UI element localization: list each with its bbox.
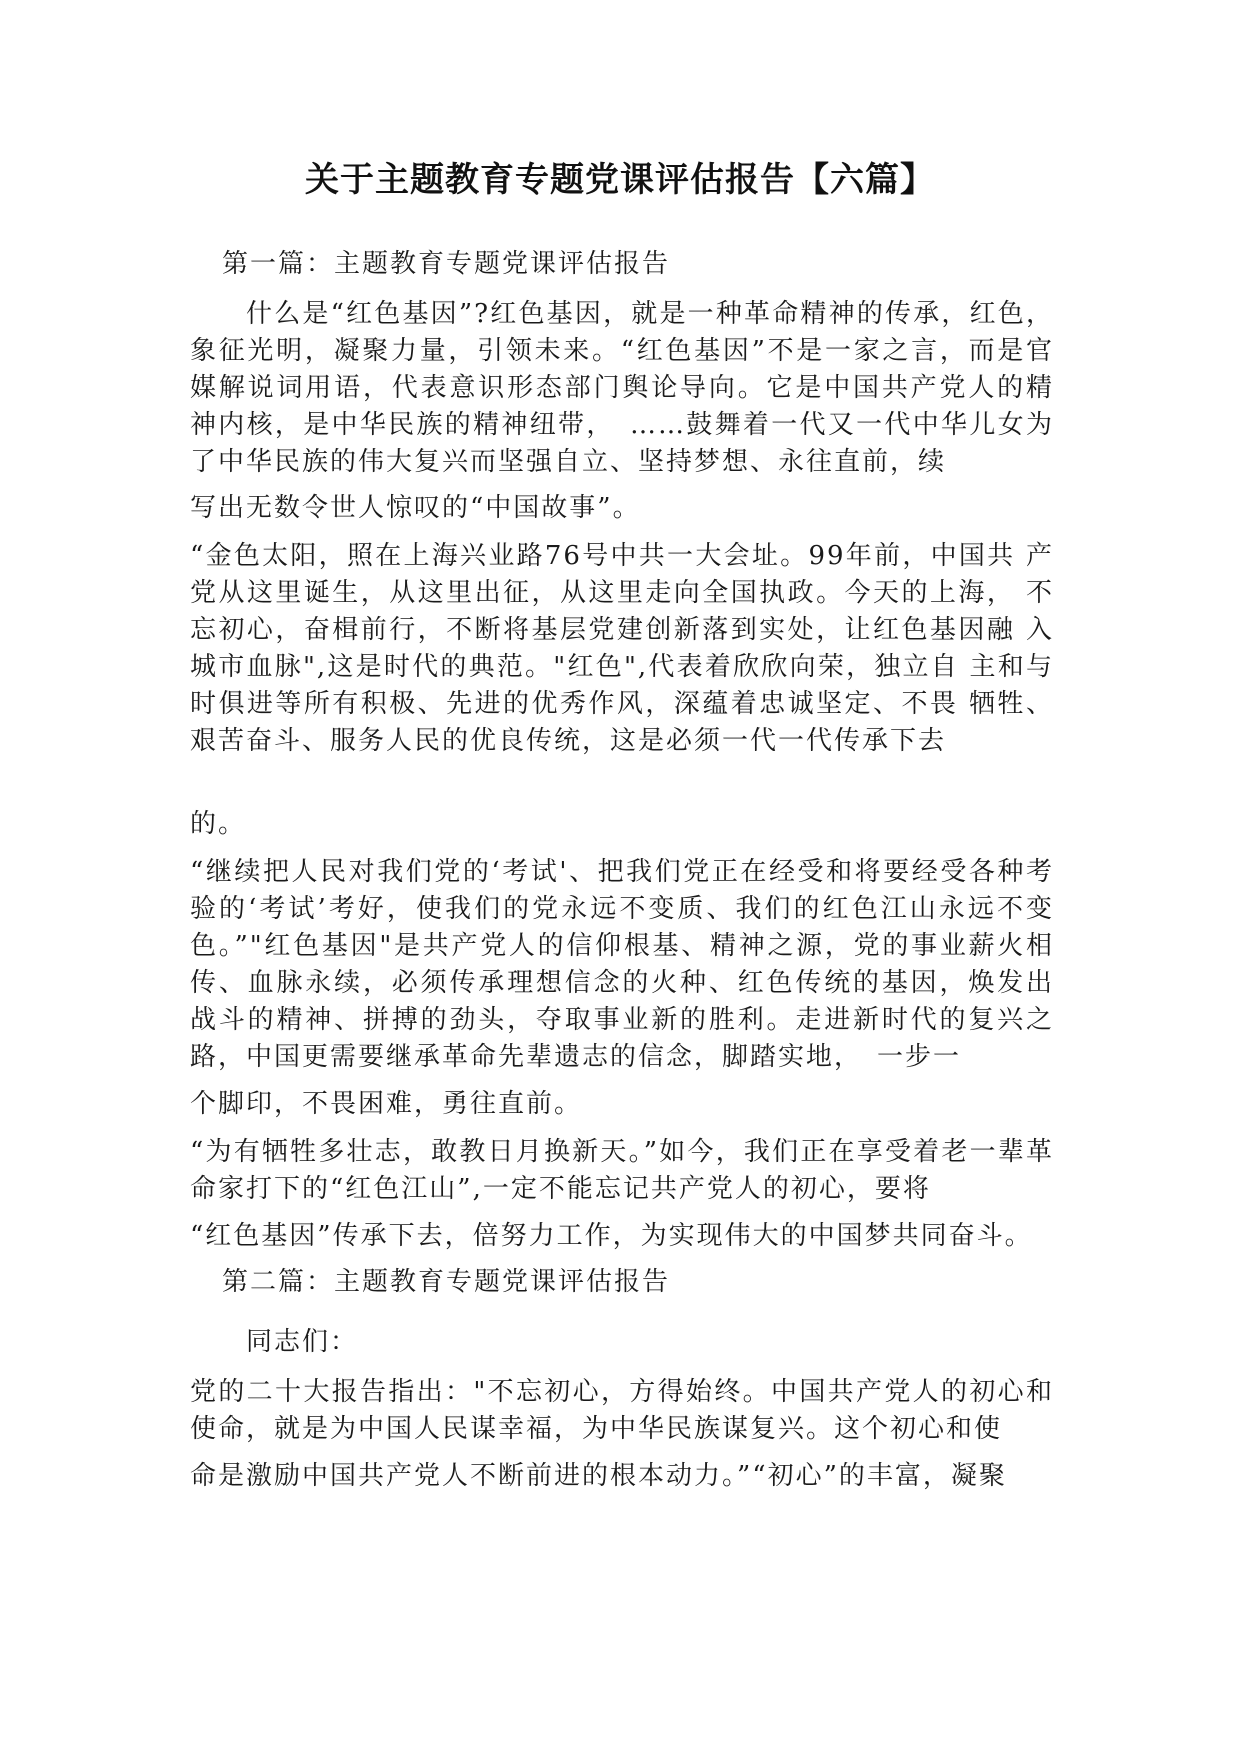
section-1-paragraph-2: “金色太阳，照在上海兴业路76号中共一大会址。99年前，中国共 产党从这里诞生，从这里出征，从这里走向全国执政。今天的上海， 不忘初心，奋楫前行，不断将基层党建创新落到实处，让红色基因融 入城市血脉",这是时代的典范。"红色",代表着欣欣向荣，独立自 主和与时俱进等所有积极、先进的优秀作风，深蕴着忠诚坚定、不畏 牺牲、艰苦奋斗、服务人民的优良传统，这是必须一代一代传承下去	[190, 541, 1054, 756]
section-1-paragraph-3: “继续把人民对我们党的‘考试'、把我们党正在经受和将要经受各种考验的‘考试’考好，使我们的党永远不变质、我们的红色江山永远不变色。”"红色基因"是共产党人的信仰根基、精神之源，党的事业薪火相传、血脉永续，必须传承理想信念的火种、红色传统的基因，焕发出战斗的精神、拼搏的劲头，夺取事业新的胜利。走进新时代的复兴之路，中国更需要继承革命先辈遗志的信念，脚踏实地， 一步一	[190, 857, 1054, 1072]
section-2-heading: 第二篇：主题教育专题党课评估报告	[222, 1267, 671, 1297]
section-1-paragraph-4: “为有牺牲多壮志，敢教日月换新天。”如今，我们正在享受着老一辈革命家打下的“红色江山”,一定不能忘记共产党人的初心，要将	[190, 1137, 1054, 1204]
section-2-greeting: 同志们：	[246, 1327, 359, 1357]
section-1-paragraph-3-end: 个脚印，不畏困难，勇往直前。	[190, 1089, 583, 1119]
section-1-paragraph-2-end: 的。	[190, 809, 247, 839]
section-1-paragraph-1: 什么是“红色基因”?红色基因，就是一种革命精神的传承，红色，象征光明，凝聚力量，引领未来。“红色基因”不是一家之言，而是官媒解说词用语，代表意识形态部门舆论导向。它是中国共产党人的精神内核，是中华民族的精神纽带， ……鼓舞着一代又一代中华儿女为了中华民族的伟大复兴而坚强自立、坚持梦想、永往直前，续	[190, 299, 1054, 477]
section-1-paragraph-1-end: 写出无数令世人惊叹的“中国故事”。	[190, 493, 641, 523]
document-title: 关于主题教育专题党课评估报告【六篇】	[305, 160, 935, 200]
section-2-paragraph-1: 党的二十大报告指出："不忘初心，方得始终。中国共产党人的初心和使命，就是为中国人民谋幸福，为中华民族谋复兴。这个初心和使	[190, 1377, 1054, 1444]
section-1-heading: 第一篇：主题教育专题党课评估报告	[222, 249, 671, 279]
section-2-paragraph-1-end: 命是激励中国共产党人不断前进的根本动力。”“初心”的丰富，凝聚	[190, 1461, 1007, 1491]
section-1-paragraph-4-end: “红色基因”传承下去，倍努力工作，为实现伟大的中国梦共同奋斗。	[190, 1221, 1033, 1251]
